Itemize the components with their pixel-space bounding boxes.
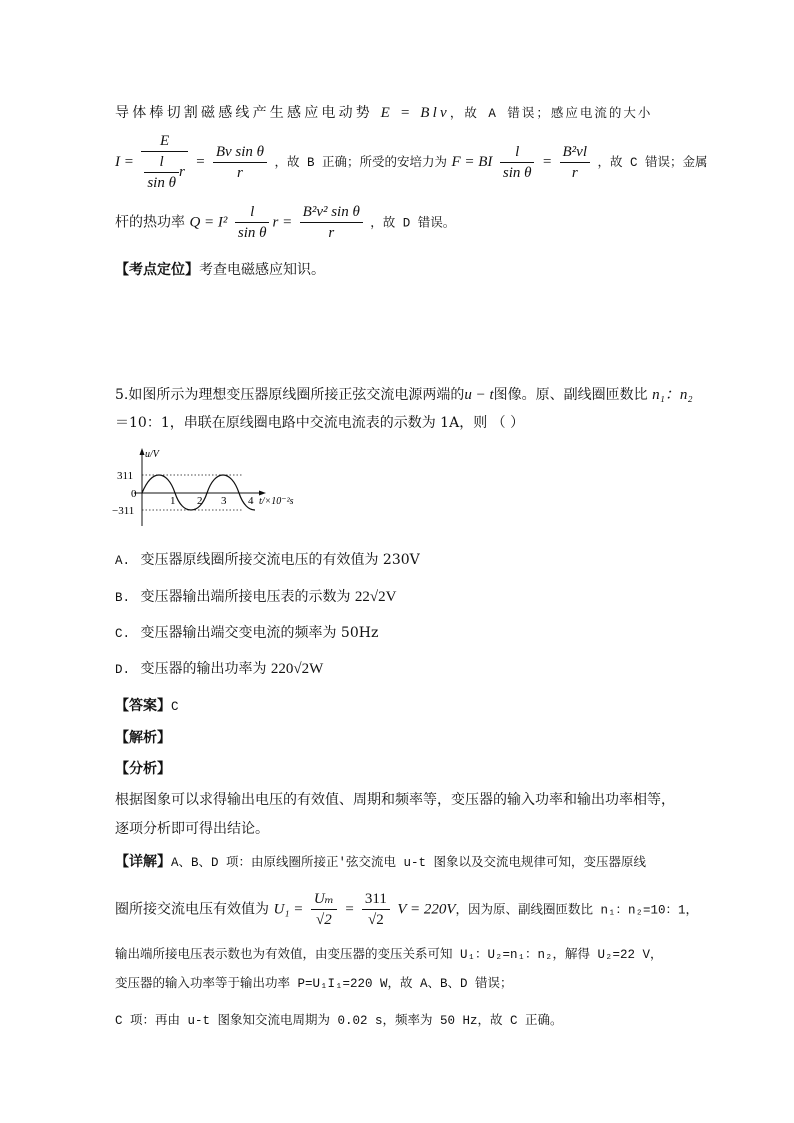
fraction-l-over-sin <box>235 203 270 242</box>
text: 杆的热功率 <box>115 214 185 231</box>
kaodian-text: 考查电磁感应知识。 <box>199 262 325 278</box>
numerator: Bv sin θ <box>213 143 267 163</box>
detail-line-3: 输出端所接电压表示数也为有效值，由变压器的变压关系可知 U₁：U₂=n₁：n₂，解得 U₂=22 V， <box>115 948 663 962</box>
y-axis-arrow <box>140 448 145 455</box>
fraction-l-over-sin <box>500 143 535 182</box>
option-text: 变压器输出端所接电压表的示数为 <box>140 589 351 605</box>
fraction-b2vl <box>560 143 591 182</box>
force-equation: F = BI <box>451 154 493 170</box>
numerator: Uₘ <box>311 890 337 910</box>
result: V = 220V <box>397 901 456 918</box>
fraction-bv-sin <box>213 143 267 182</box>
current-symbol: I = <box>115 154 134 170</box>
detail-tag: 【详解】 <box>115 854 171 870</box>
kaodian-tag: 【考点定位】 <box>115 262 199 278</box>
answer-tag: 【答案】 <box>115 698 171 714</box>
numerator: B²v² sin θ <box>300 203 363 223</box>
y-max-label: 311 <box>117 470 134 482</box>
fenxi-line-1: 根据图象可以求得输出电压的有效值、周期和频率等，变压器的输入功率和输出功率相等， <box>115 792 675 808</box>
paragraph-line-2: I = E $\frac{l}{\text{sin θ}}$ r = $\frac{\text{Bv sin θ}}{r}$ ，故 B 正确；所受的安培力为 F = BI $\frac{l}{\text{sin θ}}$ = $\frac{\text{B²vl}}{r}$ ，故 C 错误；金属 <box>115 133 708 191</box>
fraction-311-over-root2 <box>362 890 390 929</box>
option-b <box>115 587 397 608</box>
text: ，因为原、副线圈匝数比 n₁：n₂=10：1， <box>455 903 699 918</box>
detail-line-1 <box>115 852 646 873</box>
option-c <box>115 623 378 644</box>
x-tick-3: 3 <box>221 495 227 507</box>
text: ＝10：1，串联在原线圈电路中交流电流表的示数为 1A，则 （ ） <box>115 415 525 431</box>
answer-value: C <box>171 700 179 714</box>
turns-ratio: n₁：n₂ <box>652 387 693 403</box>
option-math: 220√2W <box>270 661 324 677</box>
text: 图像。原、副线圈匝数比 <box>493 387 648 403</box>
denominator: $\frac{l}{\text{sin θ}}$ r <box>141 152 187 192</box>
nested-fraction <box>144 153 179 192</box>
option-letter: B. <box>115 591 131 605</box>
text: ，故 A 错误；感应电流的大小 <box>449 107 653 121</box>
text: 导体棒切割磁感线产生感应电动势 <box>115 105 373 121</box>
numerator: l <box>144 153 179 173</box>
question-stem-line-1 <box>115 385 693 405</box>
text: ，故 D 错误。 <box>370 216 456 231</box>
fraction-um-over-root2 <box>311 890 337 929</box>
u1-symbol: U₁ = <box>273 901 304 918</box>
text: 5.如图所示为理想变压器原线圈所接正弦交流电源两端的 <box>115 387 465 403</box>
fraction-b2v2 <box>300 203 363 242</box>
paragraph-line-1 <box>115 103 652 124</box>
option-math: 22√2V <box>354 589 397 605</box>
numerator: l <box>500 143 535 163</box>
text: ，故 B 正确；所受的安培力为 <box>274 156 447 170</box>
option-letter: C. <box>115 627 131 641</box>
option-text: 变压器原线圈所接交流电压的有效值为 230V <box>140 552 420 568</box>
option-letter: A. <box>115 554 131 568</box>
fenxi-line-2: 逐项分析即可得出结论。 <box>115 821 269 837</box>
y-min-label: −311 <box>112 505 135 517</box>
text: 圈所接交流电压有效值为 <box>115 901 269 918</box>
u-t-graph <box>112 446 312 528</box>
detail-line-4: 变压器的输入功率等于输出功率 P=U₁I₁=220 W，故 A、B、D 错误； <box>115 977 513 991</box>
numerator: 311 <box>362 890 390 910</box>
text: ，故 C 错误；金属 <box>597 156 708 170</box>
fenxi-tag: 【分析】 <box>115 761 171 777</box>
y-zero-label: 0 <box>131 488 137 500</box>
numerator: l <box>235 203 270 223</box>
option-text: 变压器输出端交变电流的频率为 50Hz <box>140 625 379 641</box>
text: A、B、D 项：由原线圈所接正′弦交流电 u-t 图象以及交流电规律可知，变压器原线 <box>171 856 647 870</box>
paragraph-line-3: 杆的热功率 Q = I² $\frac{l}{\text{sin θ}}$ r = $\frac{\text{B²v² sin θ}}{r}$ ，故 D 错误。 <box>115 204 456 241</box>
x-tick-4: 4 <box>248 495 254 507</box>
denominator: √2 <box>315 912 332 928</box>
detail-line-5: C 项：再由 u-t 图象知交流电周期为 0.02 s，频率为 50 Hz，故 C 正确。 <box>115 1014 563 1028</box>
kaodian-line <box>115 260 325 280</box>
denominator: sin θ <box>502 164 532 181</box>
y-axis-label: u/V <box>145 449 159 460</box>
option-a <box>115 550 420 571</box>
option-text: 变压器的输出功率为 <box>140 661 267 677</box>
emf-equation: E = Blv <box>380 105 450 121</box>
fraction-e-over-l <box>141 132 187 192</box>
denominator: sin θ <box>237 225 267 241</box>
ut-label: u − t <box>464 387 494 403</box>
answer-line <box>115 696 179 717</box>
denominator: sin θ <box>147 175 176 191</box>
denominator: √2 <box>368 912 384 928</box>
x-axis-label: t/×10⁻²s <box>259 496 294 507</box>
question-stem-line-2 <box>115 413 524 433</box>
option-d <box>115 659 323 680</box>
denominator: r <box>571 164 578 181</box>
x-axis-arrow <box>259 491 266 496</box>
numerator: E <box>141 132 187 152</box>
x-tick-1: 1 <box>170 495 176 507</box>
option-letter: D. <box>115 663 131 677</box>
heat-power-equation: Q = I² <box>189 214 228 231</box>
detail-line-2: 圈所接交流电压有效值为 U₁ = $\frac{\text{Uₘ}}{√2}$ = $\frac{311}{√2}$ V = 220V，因为原、副线圈匝数比 n₁：n₂=10：1， <box>115 891 699 928</box>
numerator: B²vl <box>560 143 591 163</box>
jiexi-tag: 【解析】 <box>115 730 171 746</box>
denominator: r <box>328 225 335 241</box>
denominator: r <box>237 164 243 181</box>
x-tick-2: 2 <box>197 495 203 507</box>
